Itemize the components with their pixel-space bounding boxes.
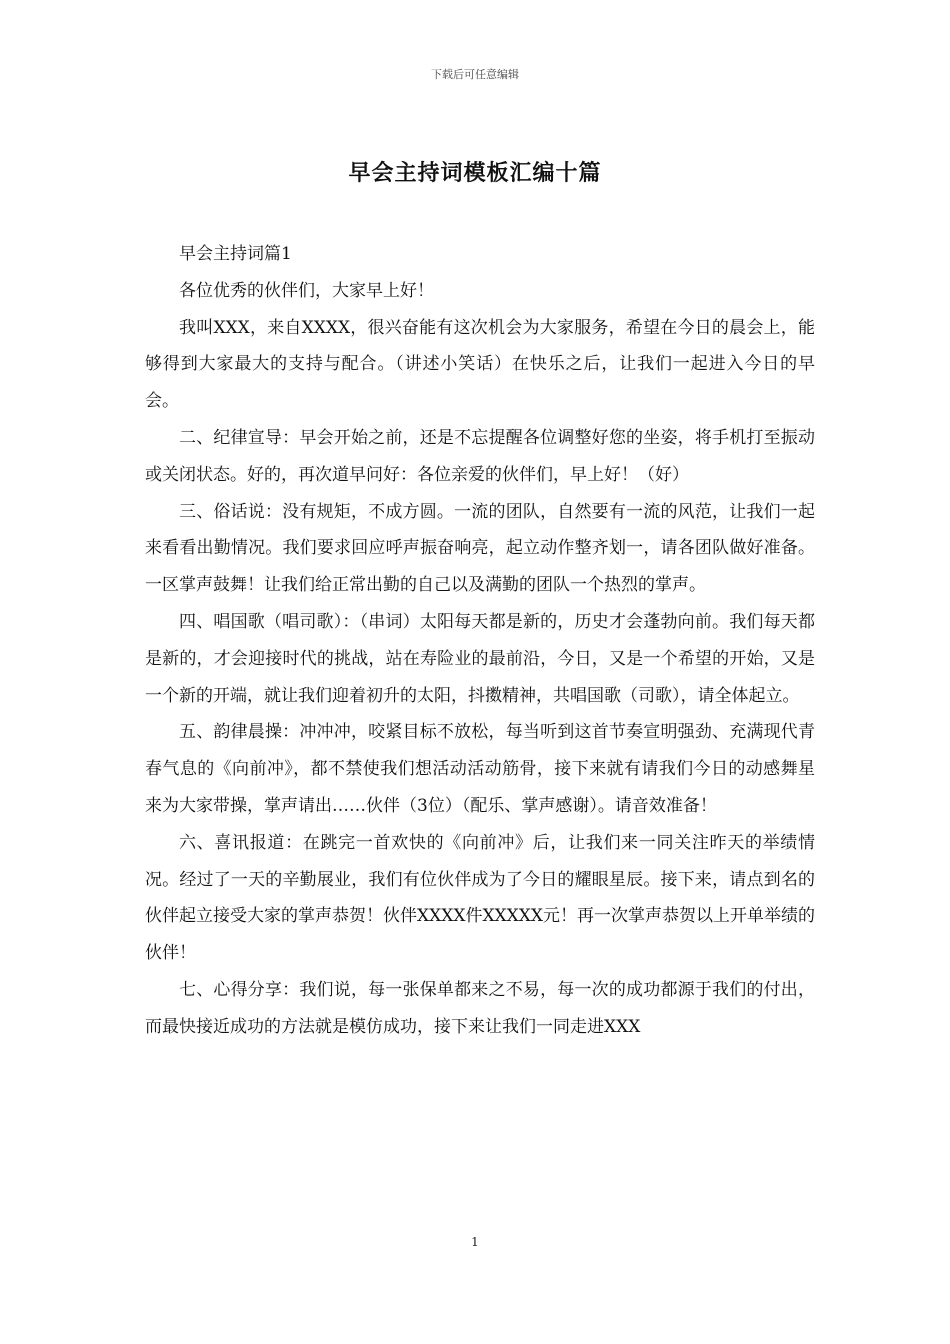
body-paragraph: 六、喜讯报道：在跳完一首欢快的《向前冲》后，让我们来一同关注昨天的举绩情况。经过了一天的辛勤展业，我们有位伙伴成为了今日的耀眼星辰。接下来，请点到名的伙伴起立接受大家的掌声恭贺！伙伴XXXX件XXXXX元！再一次掌声恭贺以上开单举绩的伙伴！ — [145, 832, 815, 964]
section-heading: 早会主持词篇1 — [179, 244, 292, 264]
document-body — [145, 236, 815, 1046]
body-paragraph: 各位优秀的伙伴们，大家早上好！ — [179, 280, 434, 301]
body-paragraph: 三、俗话说：没有规矩，不成方圆。一流的团队，自然要有一流的风范，让我们一起来看看出勤情况。我们要求回应呼声振奋响亮，起立动作整齐划一，请各团队做好准备。一区掌声鼓舞！让我们给正常出勤的自己以及满勤的团队一个热烈的掌声。 — [145, 501, 815, 596]
body-paragraph: 五、韵律晨操：冲冲冲，咬紧目标不放松，每当听到这首节奏宣明强劲、充满现代青春气息的《向前冲》，都不禁使我们想活动活动筋骨，接下来就有请我们今日的动感舞星来为大家带操，掌声请出……伙伴（3位）（配乐、掌声感谢）。请音效准备！ — [145, 722, 815, 816]
page-header-note: 下载后可任意编辑 — [431, 68, 519, 81]
page-number: 1 — [471, 1235, 479, 1249]
body-paragraph: 二、纪律宣导：早会开始之前，还是不忘提醒各位调整好您的坐姿，将手机打至振动或关闭状态。好的，再次道早问好：各位亲爱的伙伴们，早上好！（好） — [145, 427, 815, 485]
document-title: 早会主持词模板汇编十篇 — [348, 160, 602, 186]
body-paragraph: 四、唱国歌（唱司歌）：（串词）太阳每天都是新的，历史才会蓬勃向前。我们每天都是新的，才会迎接时代的挑战，站在寿险业的最前沿，今日，又是一个希望的开始，又是一个新的开端，就让我们迎着初升的太阳，抖擞精神，共唱国歌（司歌），请全体起立。 — [145, 611, 815, 706]
body-paragraph: 七、心得分享：我们说，每一张保单都来之不易，每一次的成功都源于我们的付出，而最快接近成功的方法就是模仿成功，接下来让我们一同走进XXX — [145, 979, 815, 1037]
body-paragraph: 我叫XXX，来自XXXX，很兴奋能有这次机会为大家服务，希望在今日的晨会上，能够得到大家最大的支持与配合。（讲述小笑话）在快乐之后，让我们一起进入今日的早会。 — [145, 317, 815, 412]
